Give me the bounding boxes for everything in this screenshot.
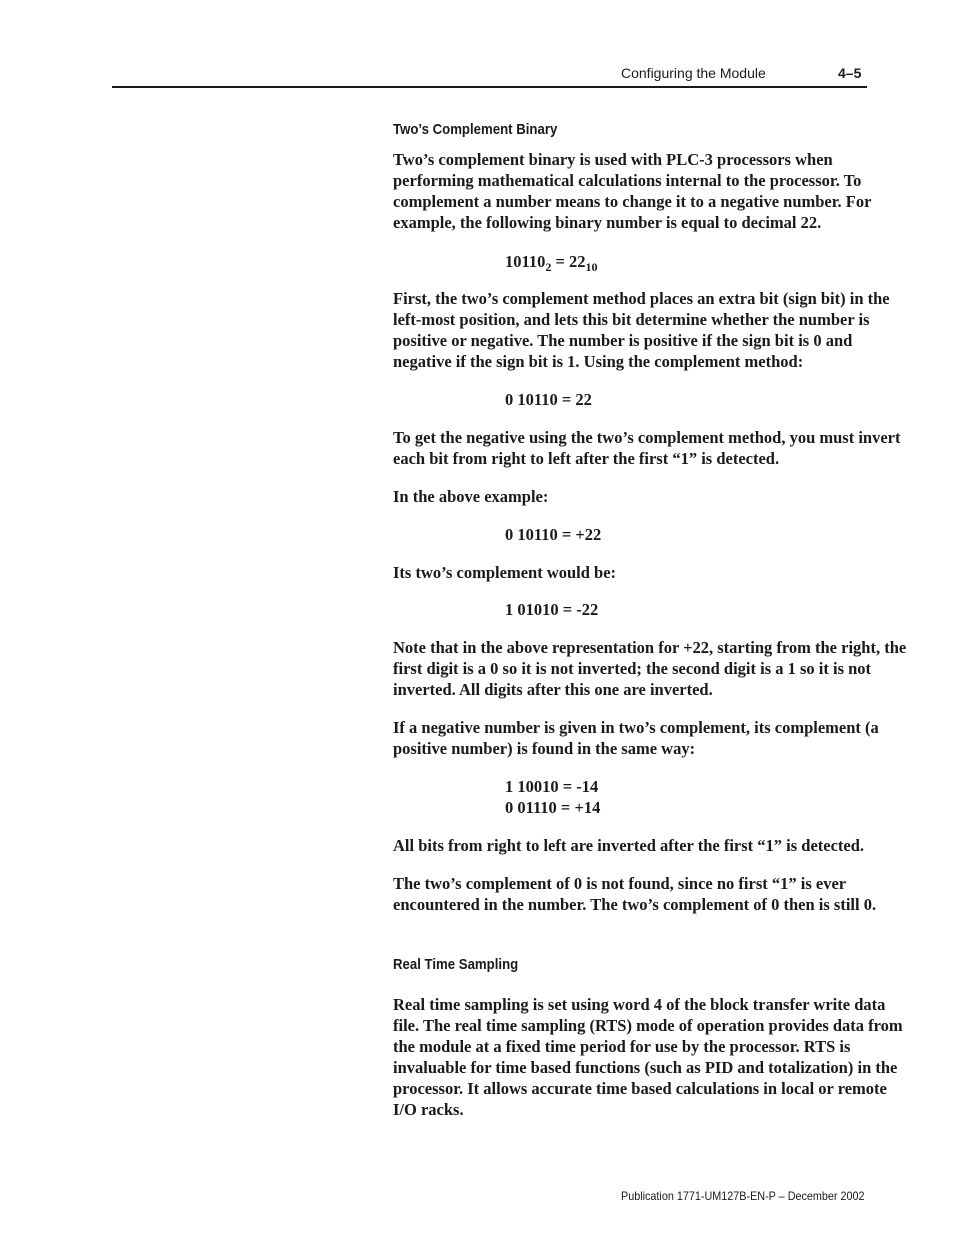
equation: 0 10110 = 22 xyxy=(505,390,592,409)
paragraph: To get the negative using the two’s complement method, you must invert each bit from right to left after the first “1” is detected. xyxy=(393,428,901,468)
equation: 1 10010 = -14 xyxy=(505,777,599,796)
section-heading-twos-complement: Two’s Complement Binary xyxy=(393,121,558,138)
paragraph: Two’s complement binary is used with PLC-3 processors when performing mathematical calculations internal to the processor. To complement a number means to change it to a negative number. For example, the following binary number is equal to decimal 22. xyxy=(393,150,872,232)
running-header-title: Configuring the Module xyxy=(621,65,766,81)
paragraph: The two’s complement of 0 is not found, since no first “1” is ever encountered in the number. The two’s complement of 0 then is still 0. xyxy=(393,874,877,914)
paragraph: In the above example: xyxy=(393,487,549,506)
equation: 1 01010 = -22 xyxy=(505,600,599,619)
equation: 0 10110 = +22 xyxy=(505,525,602,544)
equation: 0 01110 = +14 xyxy=(505,798,601,817)
paragraph: Its two’s complement would be: xyxy=(393,563,617,582)
paragraph: Note that in the above representation for +22, starting from the right, the first digit is a 0 so it is not inverted; the second digit is a 1 so it is not inverted. All digits after this one are inverted. xyxy=(393,638,907,699)
paragraph: If a negative number is given in two’s complement, its complement (a positive number) is found in the same way: xyxy=(393,718,879,758)
section-heading-real-time-sampling: Real Time Sampling xyxy=(393,956,519,973)
page-number: 4–5 xyxy=(838,65,862,81)
equation-binary-decimal: $10110_2 = 22_{10}$ xyxy=(505,252,598,274)
paragraph: Real time sampling is set using word 4 of the block transfer write data file. The real time sampling (RTS) mode of operation provides data from the module at a fixed time period for use by the processor. RTS is invaluable for time based functions (such as PID and totalization) in the processor. It allows accurate time based calculations in local or remote I/O racks. xyxy=(393,995,903,1119)
paragraph: All bits from right to left are inverted after the first “1” is detected. xyxy=(393,836,865,855)
header-rule xyxy=(112,86,867,88)
paragraph: First, the two’s complement method places an extra bit (sign bit) in the left-most position, and lets this bit determine whether the number is positive or negative. The number is positive if the sign bit is 0 and negative if the sign bit is 1. Using the complement method: xyxy=(393,289,890,371)
publication-footer: Publication 1771-UM127B-EN-P – December 2002 xyxy=(621,1189,865,1203)
